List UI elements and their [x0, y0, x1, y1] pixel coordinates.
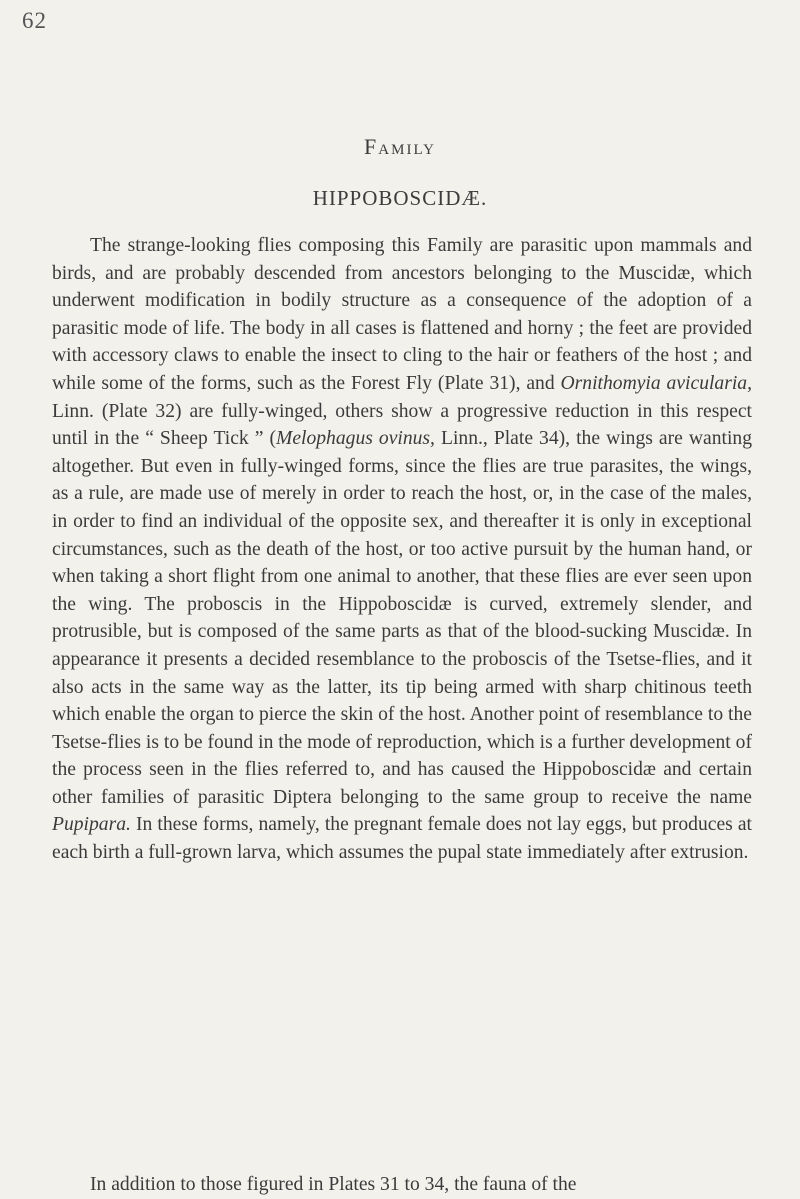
family-heading: Family: [364, 134, 436, 159]
species-name-melophagus: Melophagus ovinus,: [276, 428, 435, 450]
species-name-ornithomyia: Ornithomyia avicularia,: [560, 372, 752, 394]
term-pupipara: Pupipara.: [52, 814, 131, 836]
page-number: 62: [22, 8, 47, 33]
body-paragraph: [52, 232, 752, 867]
paragraph-text-1: The strange-looking flies composing this Family are parasitic upon mammals and birds, and are probably descended from ancestors belonging to the Muscidæ, which underwent modification in bodily structure as a consequence of the adoption of a parasitic mode of life. The body in all cases is flattened and horny ; the feet are provided with accessory claws to enable the insect to cling to the hair or feathers of the host ; and while some of the forms, such as the Forest Fly (Plate 31), and: [52, 235, 752, 394]
family-name-title: HIPPOBOSCIDÆ.: [312, 186, 488, 210]
continuation-paragraph: In addition to those figured in Plates 31 to 34, the fauna of the: [90, 1174, 577, 1195]
paragraph-text-3: Linn., Plate 34), the wings are wanting altogether. But even in fully-winged forms, since the flies are true parasites, the wings, as a rule, are made use of merely in order to reach the host, or, in the case of the males, in order to find an individual of the opposite sex, and thereafter it is only in exceptional circumstances, such as the death of the host, or too active pursuit by the human hand, or when taking a short flight from one animal to another, that these flies are ever seen upon the wing. The proboscis in the Hippoboscidæ is curved, extremely slender, and protrusible, but is composed of the same parts as that of the blood-sucking Muscidæ. In appearance it presents a decided resemblance to the proboscis of the Tsetse-flies, and it also acts in the same way as the latter, its tip being armed with sharp chitinous teeth which enable the organ to pierce the skin of the host. Another point of resemblance to the Tsetse-flies is to be found in the mode of reproduction, which is a further development of the process seen in the flies referred to, and has caused the Hippoboscidæ and certain other families of parasitic Diptera belonging to the same group to receive the name: [52, 428, 752, 808]
paragraph-text-4: In these forms, namely, the pregnant female does not lay eggs, but produces at each birth a full-grown larva, which assumes the pupal state immediately after extrusion.: [52, 814, 752, 864]
paragraph-text-2: Linn. (Plate 32) are fully-winged, others show a progressive reduction in this respect until in the “ Sheep Tick ” (: [52, 400, 752, 450]
